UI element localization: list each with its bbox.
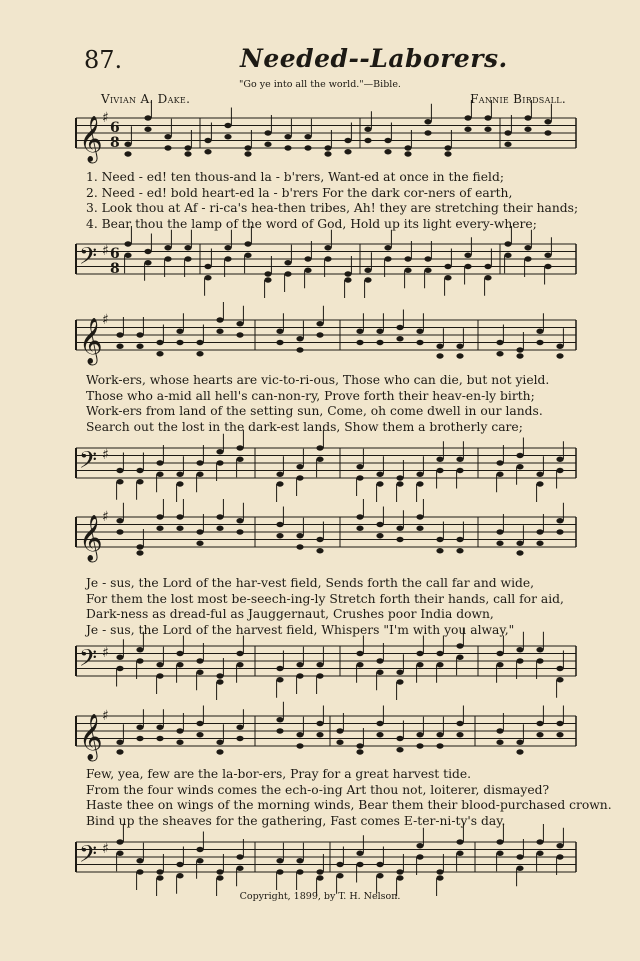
- lyric-line: Bind up the sheaves for the gathering, Fast comes E-ter-ni-ty's day.: [86, 813, 506, 828]
- lyric-line: Dark-ness as dread-ful as Jauggernaut, Crushes poor India down,: [86, 607, 494, 622]
- svg-text:𝄢: 𝄢: [79, 242, 98, 275]
- lyric-line: For them the lost most be-seech-ing-ly Stretch forth their hands, call for aid,: [86, 591, 564, 606]
- lyric-line: Those who a-mid all hell's can-non-ry, Prove forth their heav-en-ly birth;: [86, 388, 535, 403]
- treble-staff-2: [0, 310, 640, 372]
- svg-text:♯: ♯: [102, 509, 109, 525]
- lyric-line: 3. Look thou at Af - ri-ca's hea-then tribes, Ah! they are stretching their hands;: [86, 201, 579, 216]
- svg-text:6: 6: [110, 246, 120, 262]
- composer-credit: Fannie Birdsall.: [470, 92, 566, 106]
- epigraph: "Go ye into all the world."—Bible.: [239, 79, 401, 90]
- svg-text:𝄞: 𝄞: [79, 515, 103, 561]
- bass-staff-2: [0, 438, 640, 500]
- lyric-line: Je - sus, the Lord of the harvest field, Whispers "I'm with you alway,": [86, 622, 515, 637]
- treble-staff-3: [0, 507, 640, 569]
- lyric-line: Work-ers, whose hearts are vic-to-ri-ous, Those who can die, but not yield.: [86, 373, 550, 387]
- lyrics-block-3: [86, 576, 580, 638]
- svg-text:8: 8: [110, 135, 120, 151]
- svg-text:6: 6: [110, 120, 120, 136]
- lyric-line: Search out the lost in the dark-est lands, Show them a brotherly care;: [86, 419, 523, 434]
- svg-text:♯: ♯: [102, 841, 109, 857]
- copyright-notice: Copyright, 1899, by T. H. Nelson.: [239, 891, 401, 902]
- lyrics-block-1: [86, 170, 580, 232]
- svg-text:8: 8: [110, 261, 120, 277]
- svg-text:♯: ♯: [102, 243, 109, 259]
- svg-text:♯: ♯: [102, 312, 109, 328]
- lyric-line: 1. Need - ed! ten thous-and la - b'rers, Want-ed at once in the field;: [86, 170, 504, 184]
- svg-text:𝄞: 𝄞: [79, 318, 103, 364]
- lyric-line: Haste thee on wings of the morning winds, Bear them their blood-purchased crown.: [86, 798, 612, 813]
- svg-text:𝄢: 𝄢: [79, 644, 98, 677]
- lyric-line: 4. Bear thou the lamp of the word of God, Hold up its light every-where;: [86, 216, 537, 231]
- svg-text:♯: ♯: [102, 645, 109, 661]
- bass-staff-3: [0, 636, 640, 698]
- svg-text:𝄞: 𝄞: [79, 116, 103, 162]
- svg-text:𝄢: 𝄢: [79, 840, 98, 873]
- bass-staff-4: [0, 832, 640, 894]
- lyric-line: Je - sus, the Lord of the har-vest field, Sends forth the call far and wide,: [86, 576, 535, 590]
- svg-text:♯: ♯: [102, 110, 109, 126]
- svg-text:𝄢: 𝄢: [79, 446, 98, 479]
- lyric-line: From the four winds comes the ech-o-ing Art thou not, loiterer, dismayed?: [86, 782, 550, 797]
- svg-text:♯: ♯: [102, 447, 109, 463]
- svg-text:𝄞: 𝄞: [79, 714, 103, 760]
- lyrics-block-2: [86, 373, 580, 435]
- bass-staff-1: [0, 234, 640, 296]
- lyric-line: 2. Need - ed! bold heart-ed la - b'rers For the dark cor-ners of earth,: [86, 185, 513, 200]
- lyrics-block-4: [86, 767, 612, 829]
- treble-staff-4: [0, 706, 640, 768]
- hymn-title: Needed--Laborers.: [240, 44, 508, 73]
- hymn-number: 87.: [84, 46, 123, 74]
- treble-staff-1: [0, 108, 640, 170]
- svg-text:♯: ♯: [102, 708, 109, 724]
- lyric-line: Work-ers from land of the setting sun, Come, oh come dwell in our lands.: [86, 404, 543, 419]
- lyric-line: Few, yea, few are the la-bor-ers, Pray for a great harvest tide.: [86, 767, 472, 781]
- lyricist-credit: Vivian A. Dake.: [101, 92, 191, 106]
